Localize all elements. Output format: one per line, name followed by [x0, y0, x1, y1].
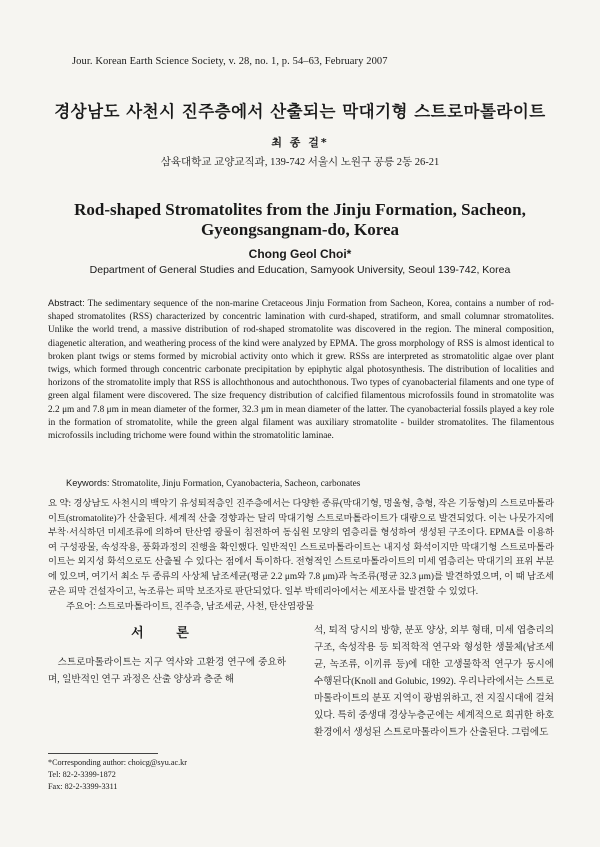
keywords-body: Stromatolite, Jinju Formation, Cyanobacteria, Sacheon, carbonates [109, 479, 361, 489]
fax: Fax: 82-2-3399-3311 [48, 782, 118, 791]
corresponding-author: *Corresponding author: choicg@syu.ac.kr [48, 758, 187, 767]
abstract-english [48, 297, 554, 443]
section-title-introduction: 서 론 [131, 626, 203, 641]
footnote-divider [48, 753, 158, 754]
keywords-ko-label: 주요어: [66, 601, 96, 611]
abstract-label: Abstract: [48, 298, 85, 308]
author-english: Chong Geol Choi* [248, 247, 352, 261]
affiliation-korean: 삼육대학교 교양교직과, 139-742 서울시 노원구 공릉 2동 26-21 [160, 157, 440, 168]
affiliation-english: Department of General Studies and Education, Samyook University, Seoul 139-742, Korea [89, 264, 511, 276]
keywords-korean [66, 598, 554, 612]
abstract-korean [48, 497, 554, 599]
abstract-body: The sedimentary sequence of the non-marine Cretaceous Jinju Formation from Sacheon, Korea, contains a number of rod-shaped stromatolites (RSS) characterized by concentric lamination with curd-shaped, stratiform, and small columnar stromatolites. Unlike the world trend, a massive distribution of rod-shaped stromatolite was discovered in the region. The mineral composition, diagenetic alteration, and weathering process of the kind were analyzed by EPMA. The gross morphology of RSS is almost identical to broken plant twigs or stems formed by microbial activity onto which it grew. RSSs are interpreted as stromatolitic algae over plant twigs, which formed through concentric carbonate precipitation by epiphytic algal photosynthesis. The distribution of localities and horizons of the stromatolite imply that RSS is allochthonous and autochthonous. Two types of cyanobacterial filaments and one type of green algal filament were discovered. The size frequency distribution of calcified filamentous microfossils found in stromatolite was 2.2 μm and 7.8 μm in mean diameter of the former, 32.3 μm in mean diameter of the latter. The cyanobacterial fossils played a key role in the formation of stromatolite, while the green algal filament was auxiliary stromatolite - builder stromatolites. The filamentous microfossils including trichome were found within the stromatolitic laminae. [48, 299, 554, 442]
title-english: Rod-shaped Stromatolites from the Jinju Formation, Sacheon, Gyeongsangnam-do, Korea [74, 200, 526, 239]
correspondence-footnote [48, 757, 187, 793]
author-korean: 최 종 걸* [271, 136, 329, 149]
telephone: Tel: 82-2-3399-1872 [48, 770, 116, 779]
abstract-ko-body: 경상남도 사천시의 백악기 유성퇴적층인 진주층에서는 다양한 종류(막대기형, 멍울형, 층형, 작은 기둥형)의 스트로마톨라이트(stromatolite)가 산출된다. 세계적 산출 경향과는 달리 막대기형 스트로마톨라이트가 대량으로 발견되었다. 이는 나뭇가지에 부착·서식하던 미세조류에 의하여 탄산염 광물이 침전하여 동심원 모양의 엽층리를 형성하여 생성된 구조이다. EPMA를 이용하여 구성광물, 속성작용, 풍화과정의 진행을 확인했다. 일반적인 스트로마톨라이트는 내지성 화석이지만 막대기형 스트로마톨라이트는 외지성 화석으로도 산출될 수 있다는 점에서 특이하다. 전형적인 스트로마톨라이트의 미세 엽층리는 막대기의 표위 부분에 있으며, 여기서 최소 두 종류의 사상체 남조세균(평균 2.2 μm와 7.8 μm)과 녹조류(평균 32.3 μm)를 발견하였으며, 이 때 남조세균은 피막 건설자이고, 녹조류는 피막 보조자로 판단되었다. 일부 박테리아에서는 세포사를 발견할 수 있었다. [48, 499, 554, 597]
title-korean: 경상남도 사천시 진주층에서 산출되는 막대기형 스트로마톨라이트 [54, 102, 546, 121]
keywords-english [66, 478, 554, 489]
intro-left-column: 스트로마톨라이트는 지구 역사와 고환경 연구에 중요하며, 일반적인 연구 과정은 산출 양상과 층준 해 [48, 657, 286, 685]
journal-citation: Jour. Korean Earth Science Society, v. 28, no. 1, p. 54–63, February 2007 [72, 56, 388, 67]
abstract-ko-label: 요 약: [48, 499, 72, 509]
keywords-ko-body: 스트로마톨라이트, 진주층, 남조세균, 사천, 탄산염광물 [95, 602, 315, 612]
keywords-label: Keywords: [66, 478, 110, 488]
intro-right-column: 석, 퇴적 당시의 방향, 분포 양상, 외부 형태, 미세 엽층리의 구조, 속성작용 등 퇴적학적 연구와 형성한 생물체(남조세균, 녹조류, 이끼류 등)에 대한 고생물학적 연구가 동시에 수행된다(Knoll and Golubic, 1992). 우리나라에서는 스트로마톨라이트의 분포 지역이 광범위하고, 전 지질시대에 걸쳐 있다. 특히 중생대 경상누층군에는 세계적으로 희귀한 하호 환경에서 생성된 스트로마톨라이트가 산출된다. 그럼에도 [314, 625, 554, 738]
